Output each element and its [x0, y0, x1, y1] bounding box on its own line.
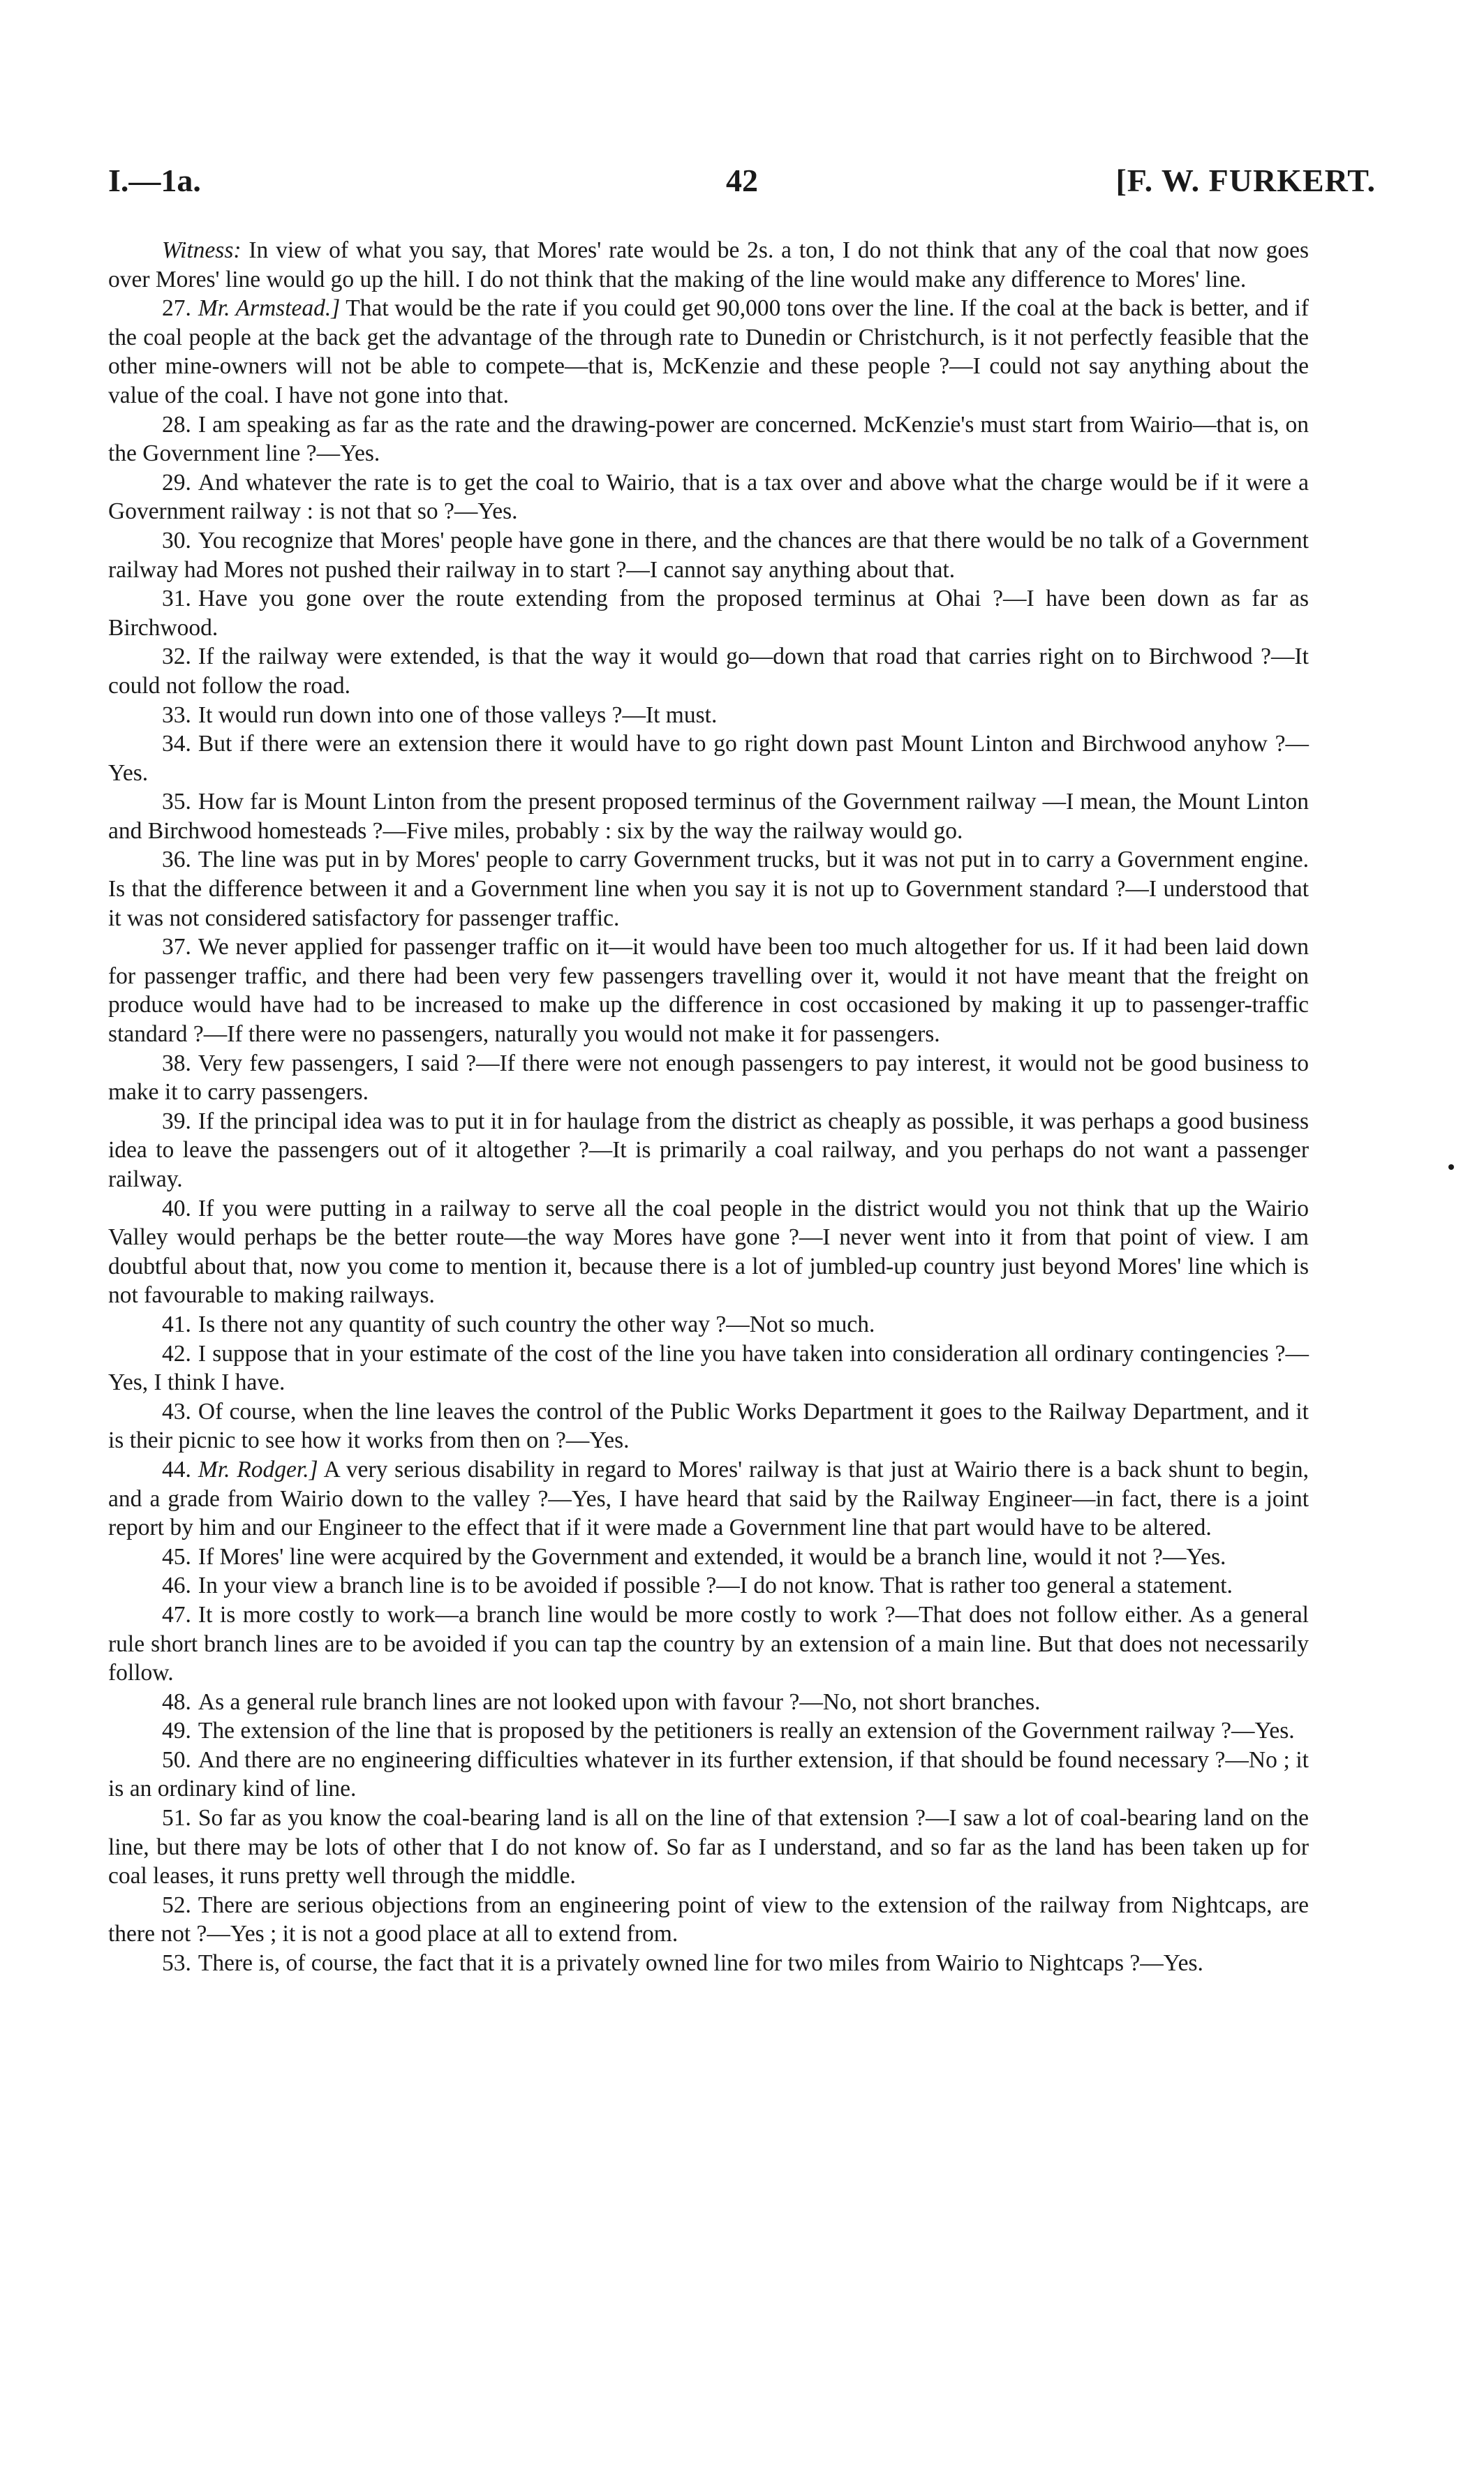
paragraph-text: There are serious objections from an engineering point of view to the extension of the railway from Nightcaps, are there not ?—Yes ; it is not a good place at all to extend from. — [108, 1892, 1309, 1947]
question-number: 35. — [162, 789, 191, 815]
paragraph-text: But if there were an extension there it would have to go right down past Mount Linton and Birchwood anyhow ?—Yes. — [108, 731, 1309, 786]
paragraph-text: I suppose that in your estimate of the cost of the line you have taken into consideration all ordinary contingencies ?—Yes, I think I have. — [108, 1340, 1309, 1396]
testimony-paragraph — [108, 933, 1309, 1048]
paragraph-text: Of course, when the line leaves the control of the Public Works Department it goes to the Railway Department, and it is their picnic to see how it works from then on ?—Yes. — [108, 1398, 1309, 1454]
paragraph-text: As a general rule branch lines are not looked upon with favour ?—No, not short branches. — [198, 1688, 1041, 1715]
testimony-body — [108, 236, 1309, 1978]
testimony-paragraph — [108, 1601, 1309, 1688]
testimony-paragraph — [108, 1746, 1309, 1804]
question-number: 44. — [162, 1456, 191, 1483]
question-number: 43. — [162, 1398, 191, 1425]
question-number: 30. — [162, 527, 191, 554]
paragraph-text: So far as you know the coal-bearing land is all on the line of that extension ?—I saw a lot of coal-bearing land on the line, but there may be lots of other that I do not know of. So far as I understand, and so far as the land has been taken up for coal leases, it runs pretty well through the middle. — [108, 1805, 1309, 1889]
testimony-paragraph — [108, 1891, 1309, 1949]
testimony-paragraph — [108, 526, 1309, 584]
question-number: 46. — [162, 1573, 191, 1599]
paragraph-text: If Mores' line were acquired by the Government and extended, it would be a branch line, would it not ?—Yes. — [198, 1543, 1226, 1570]
page-header — [108, 162, 1376, 211]
page-number: 42 — [726, 163, 758, 198]
paragraph-text: In your view a branch line is to be avoided if possible ?—I do not know. That is rather too general a statement. — [198, 1573, 1233, 1599]
paragraph-text: If the principal idea was to put it in for haulage from the district as cheaply as possible, it was perhaps a good business idea to leave the passengers out of it altogether ?—It is primarily a coal railway, and you perhaps do not want a passenger railway. — [108, 1108, 1309, 1192]
testimony-paragraph — [108, 1716, 1309, 1746]
testimony-paragraph — [108, 1310, 1309, 1339]
speaker-label: Mr. Armstead.] — [198, 295, 341, 322]
question-number: 45. — [162, 1543, 191, 1570]
paragraph-text: I am speaking as far as the rate and the drawing-power are concerned. McKenzie's must start from Wairio—that is, on the Government line ?—Yes. — [108, 411, 1309, 467]
testimony-paragraph — [108, 1194, 1309, 1310]
paragraph-text: It is more costly to work—a branch line would be more costly to work ?—That does not follow either. As a general rule short branch lines are to be avoided if you can tap the country by an extension of a main line. But that does not necessarily follow. — [108, 1601, 1309, 1686]
margin-mark — [1448, 1164, 1454, 1170]
question-number: 40. — [162, 1195, 191, 1221]
paragraph-text: We never applied for passenger traffic on it—it would have been too much altogether for us. If it had been laid down for passenger traffic, and there had been very few passengers travelling over it, would it not have meant that the freight on produce would have had to be increased to make up the difference in cost occasioned by making it up to passenger-traffic standard ?—If there were no passengers, naturally you would not make it for passengers. — [108, 934, 1309, 1048]
question-number: 47. — [162, 1601, 191, 1628]
question-number: 33. — [162, 701, 191, 728]
testimony-paragraph — [108, 642, 1309, 700]
question-number: 41. — [162, 1311, 191, 1337]
testimony-paragraph — [108, 729, 1309, 787]
testimony-paragraph — [108, 468, 1309, 526]
paragraph-text: If the railway were extended, is that the way it would go—down that road that carries right on to Birchwood ?—It could not follow the road. — [108, 644, 1309, 699]
testimony-paragraph — [108, 1107, 1309, 1194]
paragraph-text: The extension of the line that is proposed by the petitioners is really an extension of the Government railway ?—Yes. — [198, 1718, 1295, 1744]
testimony-paragraph — [108, 845, 1309, 933]
paragraph-text: That would be the rate if you could get 90,000 tons over the line. If the coal at the back is better, and if the coal people at the back get the advantage of the through rate to Dunedin or Christchurch, is it not perfectly feasible that the other mine-owners will not be able to compete—that is, McKenzie and these people ?—I could not say anything about the value of the coal. I have not gone into that. — [108, 295, 1309, 408]
question-number: 31. — [162, 586, 191, 612]
question-number: 39. — [162, 1108, 191, 1134]
question-number: 29. — [162, 469, 191, 496]
paragraph-text: The line was put in by Mores' people to carry Government trucks, but it was not put in to carry a Government engine. Is that the difference between it and a Government line when you say it is not up to Government standard ?—I understood that it was not considered satisfactory for passenger traffic. — [108, 847, 1309, 931]
testimony-paragraph — [108, 701, 1309, 730]
speaker-label: Witness: — [162, 237, 242, 263]
question-number: 37. — [162, 934, 191, 960]
testimony-paragraph — [108, 1571, 1309, 1601]
question-number: 27. — [162, 295, 191, 322]
testimony-paragraph — [108, 410, 1309, 468]
document-reference: I.—1a. — [108, 163, 201, 198]
testimony-paragraph — [108, 1688, 1309, 1717]
paragraph-text: Have you gone over the route extending from the proposed terminus at Ohai ?—I have been down as far as Birchwood. — [108, 586, 1309, 641]
testimony-paragraph — [108, 1543, 1309, 1572]
paragraph-text: Very few passengers, I said ?—If there were not enough passengers to pay interest, it would not be good business to make it to carry passengers. — [108, 1050, 1309, 1106]
paragraph-text: How far is Mount Linton from the present proposed terminus of the Government railway —I mean, the Mount Linton and Birchwood homesteads ?—Five miles, probably : six by the way the railway would go. — [108, 789, 1309, 844]
question-number: 38. — [162, 1050, 191, 1076]
question-number: 42. — [162, 1340, 191, 1367]
paragraph-text: Is there not any quantity of such country the other way ?—Not so much. — [198, 1311, 875, 1337]
paragraph-text: In view of what you say, that Mores' rate would be 2s. a ton, I do not think that any of the coal that now goes over Mores' line would go up the hill. I do not think that the making of the line would make any difference to Mores' line. — [108, 237, 1309, 292]
question-number: 49. — [162, 1718, 191, 1744]
testimony-paragraph — [108, 294, 1309, 410]
speaker-label: Mr. Rodger.] — [198, 1456, 318, 1483]
question-number: 48. — [162, 1688, 191, 1715]
question-number: 52. — [162, 1892, 191, 1918]
testimony-paragraph — [108, 1049, 1309, 1107]
question-number: 53. — [162, 1950, 191, 1977]
testimony-paragraph — [108, 1804, 1309, 1891]
question-number: 36. — [162, 847, 191, 873]
witness-name: [F. W. FURKERT. — [1115, 163, 1376, 198]
testimony-paragraph — [108, 1339, 1309, 1397]
paragraph-text: And whatever the rate is to get the coal to Wairio, that is a tax over and above what the charge would be if it were a Government railway : is not that so ?—Yes. — [108, 469, 1309, 525]
question-number: 50. — [162, 1746, 191, 1773]
paragraph-text: And there are no engineering difficulties whatever in its further extension, if that should be found necessary ?—No ; it is an ordinary kind of line. — [108, 1746, 1309, 1802]
question-number: 28. — [162, 411, 191, 438]
testimony-paragraph — [108, 1949, 1309, 1978]
paragraph-text: It would run down into one of those valleys ?—It must. — [198, 701, 718, 728]
testimony-paragraph — [108, 1397, 1309, 1455]
question-number: 32. — [162, 644, 191, 670]
testimony-paragraph — [108, 1455, 1309, 1543]
question-number: 34. — [162, 731, 191, 757]
paragraph-text: A very serious disability in regard to Mores' railway is that just at Wairio there is a back shunt to begin, and a grade from Wairio down to the valley ?—Yes, I have heard that said by the Railway Engineer—in fact, there is a joint report by him and our Engineer to the effect that if it were made a Government line that part would have to be altered. — [108, 1456, 1309, 1541]
paragraph-text: If you were putting in a railway to serve all the coal people in the district would you not think that up the Wairio Valley would perhaps be the better route—the way Mores have gone ?—I never went into it from that point of view. I am doubtful about that, now you come to mention it, because there is a lot of jumbled-up country just beyond Mores' line which is not favourable to making railways. — [108, 1195, 1309, 1309]
paragraph-text: You recognize that Mores' people have gone in there, and the chances are that there would be no talk of a Government railway had Mores not pushed their railway in to start ?—I cannot say anything about that. — [108, 527, 1309, 583]
testimony-paragraph — [108, 584, 1309, 642]
testimony-paragraph — [108, 787, 1309, 845]
testimony-paragraph — [108, 236, 1309, 294]
paragraph-text: There is, of course, the fact that it is a privately owned line for two miles from Wairio to Nightcaps ?—Yes. — [198, 1950, 1203, 1977]
question-number: 51. — [162, 1805, 191, 1832]
